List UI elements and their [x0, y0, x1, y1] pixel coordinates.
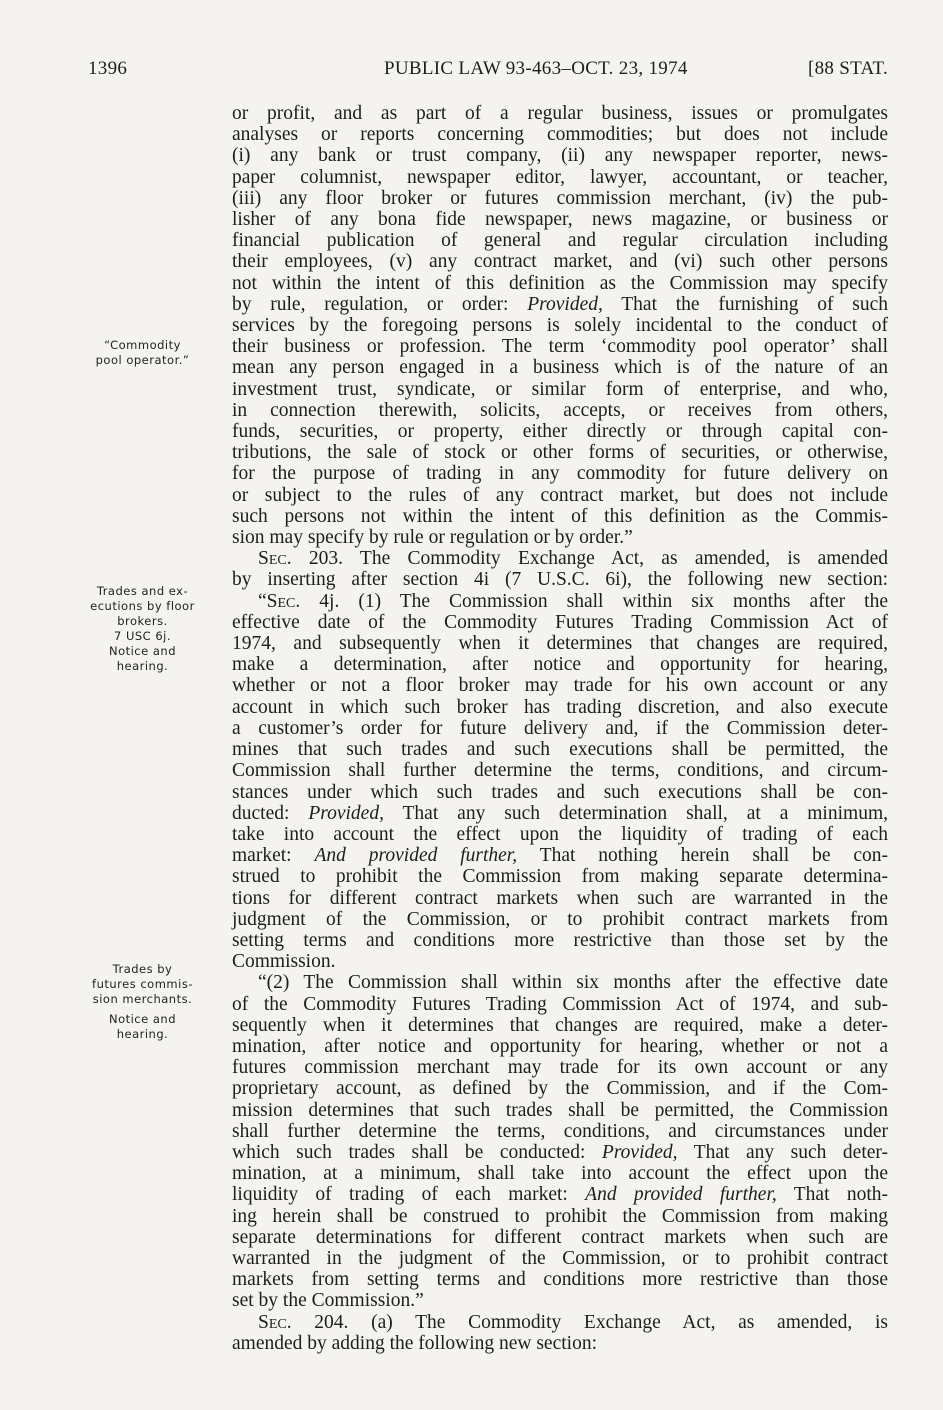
text-line: 1974, and subsequently when it determines that changes are required, — [232, 633, 888, 655]
text-line: futures commission merchant may trade for its own account or any — [232, 1057, 888, 1079]
margin-note-futures-commission-merchants: Trades by futures commis- sion merchants. Notice and hearing. — [92, 962, 193, 1041]
provided-further-clause: And provided further, — [314, 845, 518, 867]
text-line: their employees, (v) any contract market, and (vi) such other persons — [232, 251, 888, 273]
text-line: ing herein shall be construed to prohibit the Commission from making — [232, 1205, 888, 1227]
provided-clause: Provided, — [601, 1141, 678, 1163]
text-line: mission determines that such trades shall be permitted, the Commission — [232, 1099, 888, 1121]
text-line: sequently when it determines that changes are required, make a deter- — [232, 1014, 888, 1036]
usc-citation: 7 USC 6j. — [113, 629, 172, 643]
text-line: mean any person engaged in a business which is of the nature of an — [232, 357, 888, 379]
text-line: investment trust, syndicate, or similar form of enterprise, and who, — [232, 378, 888, 400]
provided-further-clause: And provided further, — [585, 1184, 777, 1206]
provided-clause: Provided, — [527, 293, 603, 315]
text-line: proprietary account, as defined by the Commission, and if the Com- — [232, 1078, 888, 1100]
text-line: whether or not a floor broker may trade for his own account or any — [232, 675, 888, 697]
text-line: mines that such trades and such executions shall be permitted, the — [232, 739, 888, 761]
margin-note-floor-brokers: Trades and ex- ecutions by floor brokers. 7 USC 6j. Notice and hearing. — [80, 584, 205, 674]
text-line: amended by adding the following new section: — [232, 1332, 597, 1354]
text-line: (iii) any floor broker or futures commission merchant, (iv) the pub- — [232, 187, 888, 209]
provided-clause: Provided, — [308, 802, 384, 824]
text-line: account in which such broker has trading discretion, and also execute — [232, 696, 888, 718]
section-4j-line: “Sec. 4j. (1) The Commission shall within six months after the — [258, 590, 888, 612]
text-line: take into account the effect upon the liquidity of trading of each — [232, 823, 888, 845]
text-line: strued to prohibit the Commission from making separate determina- — [232, 866, 888, 888]
page-number: 1396 — [88, 58, 128, 79]
section-label: Sec. — [258, 1311, 292, 1333]
section-label: Sec. — [266, 590, 301, 612]
text-line: lisher of any bona fide newspaper, news magazine, or business or — [232, 209, 888, 231]
text-line: funds, securities, or property, either directly or through capital con- — [232, 421, 888, 443]
section-label: Sec. — [258, 548, 292, 570]
text-line: in connection therewith, solicits, accepts, or receives from others, — [232, 399, 888, 421]
text-line: for the purpose of trading in any commodity for future delivery on — [232, 463, 888, 485]
text-line: by rule, regulation, or order: Provided, That the furnishing of such — [232, 293, 888, 315]
text-line: a customer’s order for future delivery and, if the Commission deter- — [232, 717, 888, 739]
statute-reference: [88 STAT. — [808, 58, 888, 79]
text-line: financial publication of general and regular circulation including — [232, 230, 888, 252]
text-line: markets from setting terms and conditions more restrictive than those — [232, 1269, 888, 1291]
text-line: such persons not within the intent of this definition as the Commis- — [232, 505, 888, 527]
section-204-line: Sec. 204. (a) The Commodity Exchange Act, as amended, is — [258, 1311, 888, 1333]
text-line: make a determination, after notice and opportunity for hearing, — [232, 654, 888, 676]
text-line: services by the foregoing persons is solely incidental to the conduct of — [232, 315, 888, 337]
text-line: analyses or reports concerning commodities; but does not include — [232, 124, 888, 146]
text-line: shall further determine the terms, conditions, and circumstances under — [232, 1120, 888, 1142]
text-line: “(2) The Commission shall within six months after the effective date — [258, 972, 888, 994]
text-line: market: And provided further, That nothing herein shall be con- — [232, 845, 889, 867]
text-line: by inserting after section 4i (7 U.S.C. 6i), the following new section: — [232, 569, 888, 591]
page-header — [88, 58, 888, 88]
margin-note-commodity-pool-operator: “Commodity pool operator.” — [95, 338, 190, 367]
text-line: or profit, and as part of a regular business, issues or promulgates — [232, 103, 888, 124]
text-line: their business or profession. The term ‘commodity pool operator’ shall — [232, 336, 888, 358]
text-line: liquidity of trading of each market: And provided further, That noth- — [232, 1184, 889, 1206]
text-line: paper columnist, newspaper editor, lawyer, accountant, or teacher, — [232, 166, 888, 188]
text-line: warranted in the judgment of the Commission, or to prohibit contract — [232, 1247, 888, 1269]
text-line: set by the Commission.” — [232, 1290, 424, 1312]
text-line: which such trades shall be conducted: Provided, That any such deter- — [232, 1141, 889, 1163]
text-line: effective date of the Commodity Futures Trading Commission Act of — [232, 611, 888, 633]
text-line: Commission. — [232, 951, 336, 973]
text-line: (i) any bank or trust company, (ii) any newspaper reporter, news- — [232, 145, 888, 167]
page-title: PUBLIC LAW 93-463–OCT. 23, 1974 — [384, 58, 688, 79]
text-line: separate determinations for different contract markets when such are — [232, 1226, 888, 1248]
statute-body-text — [232, 103, 888, 1354]
text-line: stances under which such trades and such executions shall be con- — [232, 781, 888, 803]
text-line: judgment of the Commission, or to prohibit contract markets from — [232, 908, 888, 930]
text-line: or subject to the rules of any contract market, but does not include — [232, 484, 888, 506]
text-line: tributions, the sale of stock or other forms of securities, or otherwise, — [232, 442, 888, 464]
text-line: mination, after notice and opportunity for hearing, whether or not a — [232, 1035, 888, 1057]
text-line: sion may specify by rule or regulation or by order.” — [232, 527, 633, 549]
text-line: Commission shall further determine the terms, conditions, and circum- — [232, 760, 888, 782]
section-203-line: Sec. 203. The Commodity Exchange Act, as amended, is amended — [258, 548, 888, 570]
text-line: of the Commodity Futures Trading Commission Act of 1974, and sub- — [232, 993, 888, 1015]
text-line: setting terms and conditions more restrictive than those set by the — [232, 929, 888, 951]
text-line: not within the intent of this definition as the Commission may specify — [232, 272, 888, 294]
text-line: tions for different contract markets when such are warranted in the — [232, 887, 888, 909]
text-line: ducted: Provided, That any such determination shall, at a minimum, — [232, 802, 888, 824]
text-line: mination, at a minimum, shall take into account the effect upon the — [232, 1163, 888, 1185]
